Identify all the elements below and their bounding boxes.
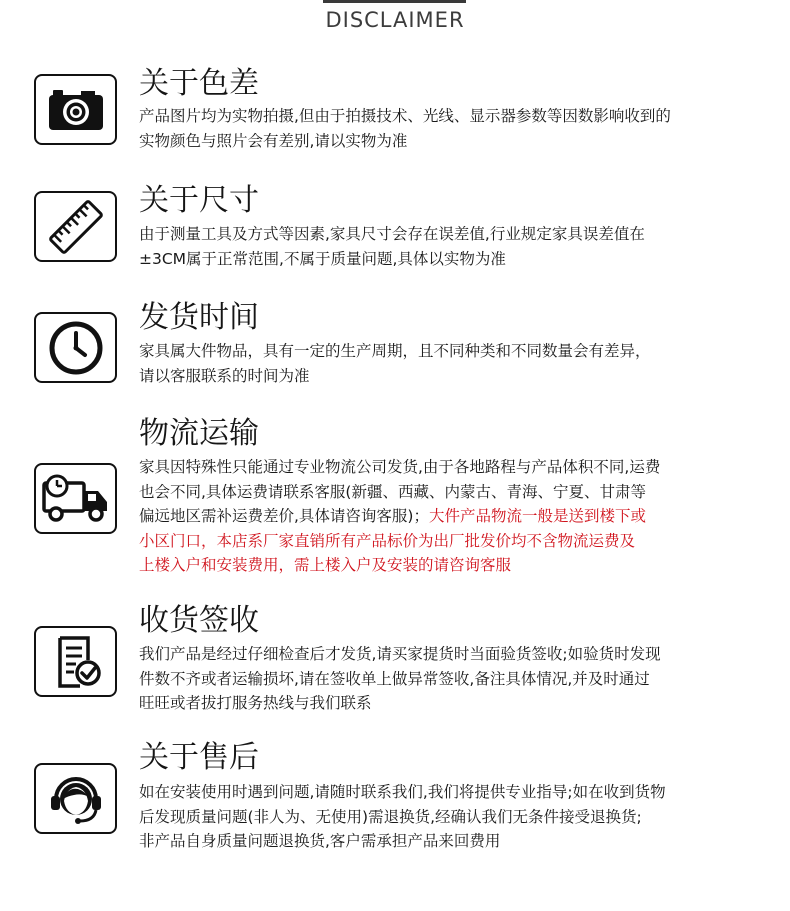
text-line: 如在安装使用时遇到问题,请随时联系我们,我们将提供专业指导;如在收到货物 — [139, 783, 666, 801]
text-line: 后发现质量问题(非人为、无使用)需退换货,经确认我们无条件接受退换货; — [139, 807, 642, 826]
customer-service-icon — [34, 763, 117, 834]
section-title: 关于售后 — [139, 740, 259, 775]
delivery-truck-icon — [34, 463, 117, 534]
section-text — [139, 222, 764, 271]
header-bar — [323, 0, 466, 3]
red-notice-line: 上楼入户和安装费用，需上楼入户及安装的请咨询客服 — [139, 556, 512, 574]
section-title: 收货签收 — [139, 603, 259, 638]
section-title: 关于色差 — [139, 66, 259, 101]
text-line: 由于测量工具及方式等因素,家具尺寸会存在误差值,行业规定家具误差值在 — [139, 225, 645, 243]
section-title: 发货时间 — [139, 300, 259, 335]
text-line: 请以客服联系的时间为准 — [139, 366, 310, 385]
section-text — [139, 642, 764, 716]
text-line: 我们产品是经过仔细检查后才发货,请买家提货时当面验货签收;如验货时发现 — [139, 645, 661, 663]
clock-icon — [34, 312, 117, 383]
red-notice-line: 小区门口，本店系厂家直销所有产品标价为出厂批发价均不含物流运费及 — [139, 531, 636, 550]
camera-icon — [34, 74, 117, 145]
text-line: 旺旺或者拔打服务热线与我们联系 — [139, 694, 372, 712]
section-title: 关于尺寸 — [139, 183, 259, 218]
ruler-icon — [34, 191, 117, 262]
text-line: 产品图片均为实物拍摄,但由于拍摄技术、光线、显示器参数等因数影响收到的 — [139, 107, 671, 125]
text-line: 件数不齐或者运输损坏,请在签收单上做异常签收,备注具体情况,并及时通过 — [139, 669, 650, 688]
text-line: 家具属大件物品，具有一定的生产周期，且不同种类和不同数量会有差异， — [139, 342, 651, 360]
text-line: 实物颜色与照片会有差别,请以实物为准 — [139, 131, 408, 150]
header — [0, 0, 790, 40]
section-text — [139, 455, 764, 578]
text-line: 非产品自身质量问题退换货,客户需承担产品来回费用 — [139, 832, 501, 850]
section-title: 物流运输 — [139, 416, 259, 451]
red-notice-fragment: 大件产品物流一般是送到楼下或 — [428, 507, 646, 525]
section-text — [139, 104, 764, 153]
text-line: 也会不同,具体运费请联系客服(新疆、西藏、内蒙古、青海、宁夏、甘肃等 — [139, 482, 646, 501]
checklist-icon — [34, 626, 117, 697]
text-line — [139, 504, 764, 529]
text-line: 家具因特殊性只能通过专业物流公司发货,由于各地路程与产品体积不同,运费 — [139, 458, 661, 476]
text-line: ±3CM属于正常范围,不属于质量问题,具体以实物为准 — [139, 249, 506, 268]
section-text — [139, 780, 764, 854]
section-text — [139, 339, 764, 388]
page-title: DISCLAIMER — [325, 8, 465, 32]
text-fragment: 偏远地区需补运费差价,具体请咨询客服)； — [139, 507, 429, 525]
